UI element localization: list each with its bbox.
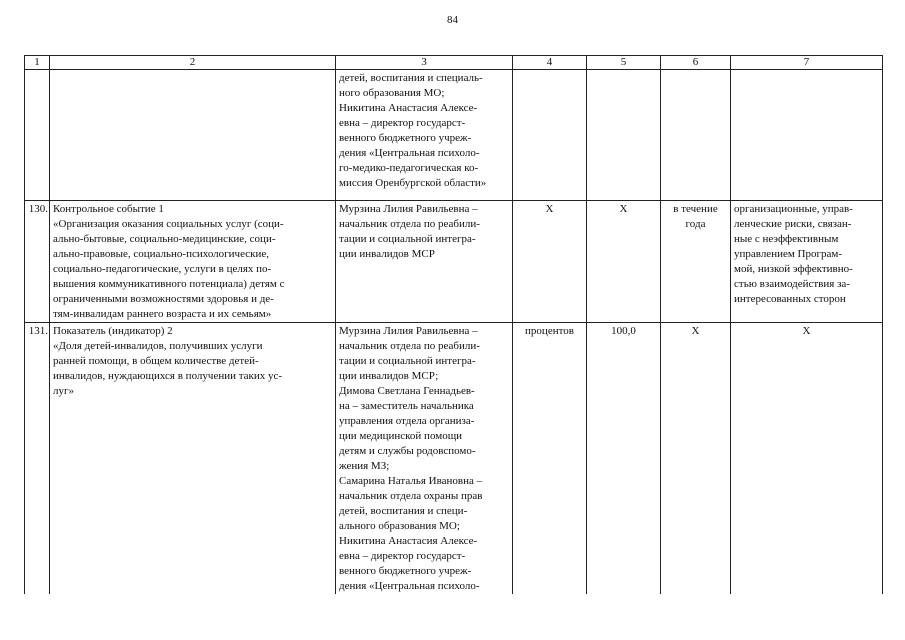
- row-number: [25, 70, 50, 201]
- responsible-cell: Мурзина Лилия Равильевна – начальник отдела по реабили- тации и социальной интегра- ции инвалидов МСР: [336, 201, 513, 323]
- value-cell: [587, 70, 661, 201]
- header-cell-6: 6: [661, 56, 731, 70]
- header-cell-2: 2: [50, 56, 336, 70]
- term-cell: Х: [661, 323, 731, 595]
- responsible-cell: Мурзина Лилия Равильевна – начальник отдела по реабили- тации и социальной интегра- ции инвалидов МСР; Димова Светлана Геннадьев- на – заместитель начальника управления отдела организа- ции медицинской помощи детям и службы родовспомо- жения МЗ; Самарина Наталья Ивановна – начальник отдела охраны прав детей, воспитания и специ- ального образования МО; Никитина Анастасия Алексе- евна – директор государст- венного бюджетного учреж- дения «Центральная психоло-: [336, 323, 513, 595]
- risks-cell: [731, 70, 883, 201]
- header-cell-3: 3: [336, 56, 513, 70]
- header-cell-1: 1: [25, 56, 50, 70]
- header-cell-4: 4: [513, 56, 587, 70]
- unit-cell: [513, 70, 587, 201]
- value-cell: 100,0: [587, 323, 661, 595]
- row-number: 130.: [25, 201, 50, 323]
- risks-cell: Х: [731, 323, 883, 595]
- event-cell: Контрольное событие 1 «Организация оказания социальных услуг (соци- ально-бытовые, социально-медицинские, соци- ально-правовые, социально-психологические, социально-педагогические, услуги в целях по- вышения коммуникативного потенциала) детям с ограниченными возможностями здоровья и де- тям-инвалидам раннего возраста и их семьям»: [50, 201, 336, 323]
- risks-cell: организационные, управ- ленческие риски, связан- ные с неэффективным управлением Програм- мой, низкой эффективно- стью взаимодействия за- интересованных сторон: [731, 201, 883, 323]
- responsible-cell: детей, воспитания и специаль- ного образования МО; Никитина Анастасия Алексе- евна – директор государст- венного бюджетного учреж- дения «Центральная психоло- го-медико-педагогическая ко- миссия Оренбургской области»: [336, 70, 513, 201]
- table-row: [25, 70, 883, 201]
- unit-cell: процентов: [513, 323, 587, 595]
- event-cell: [50, 70, 336, 201]
- value-cell: Х: [587, 201, 661, 323]
- row-number: 131.: [25, 323, 50, 595]
- term-cell: [661, 70, 731, 201]
- term-cell: в течение года: [661, 201, 731, 323]
- header-cell-5: 5: [587, 56, 661, 70]
- unit-cell: Х: [513, 201, 587, 323]
- table-row: [25, 201, 883, 323]
- header-cell-7: 7: [731, 56, 883, 70]
- table-row: [25, 323, 883, 595]
- program-table: [24, 55, 883, 594]
- event-cell: Показатель (индикатор) 2 «Доля детей-инвалидов, получивших услуги ранней помощи, в общем количестве детей- инвалидов, нуждающихся в получении таких ус- луг»: [50, 323, 336, 595]
- page-number: 84: [447, 14, 458, 26]
- header-row: [25, 56, 883, 70]
